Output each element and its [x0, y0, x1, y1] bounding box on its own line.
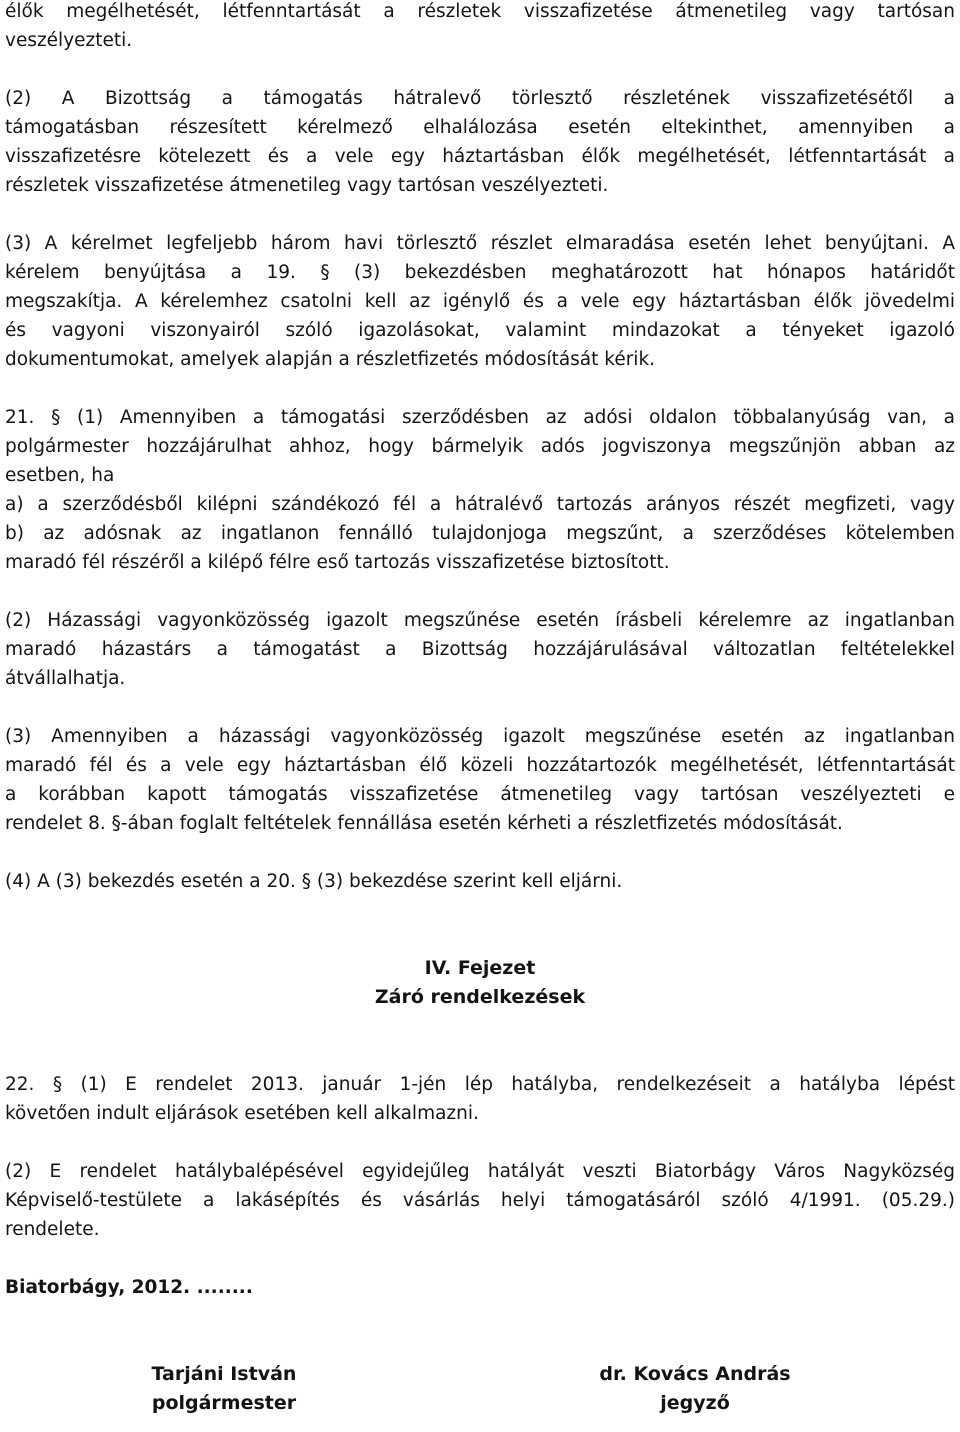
signatory-role: jegyző: [660, 1392, 730, 1414]
text-line: élők megélhetését, létfenntartását a részletek visszafizetése átmenetileg vagy tartósan: [5, 1, 955, 22]
chapter-number: IV. Fejezet: [424, 957, 536, 979]
text-line: 22. § (1) E rendelet 2013. január 1-jén lép hatályba, rendelkezéseit a hatályba lépést: [5, 1074, 955, 1095]
signatory-role: polgármester: [151, 1392, 297, 1414]
text-line: 21. § (1) Amennyiben a támogatási szerződésben az adósi oldalon többalanyúság van, a: [5, 407, 955, 428]
text-line: esetben, ha: [5, 465, 115, 486]
text-line: a korábban kapott támogatás visszafizetése átmenetileg vagy tartósan veszélyezteti e: [5, 784, 955, 805]
text-line: (2) E rendelet hatálybalépésével egyidejűleg hatályát veszti Biatorbágy Város Nagyközség: [5, 1161, 955, 1182]
text-line: megszakítja. A kérelemhez csatolni kell az igénylő és a vele egy háztartásban élők jövedelmi: [5, 291, 955, 312]
text-line: és vagyoni viszonyairól szóló igazolásokat, valamint mindazokat a tényeket igazoló: [5, 320, 955, 341]
text-line: b) az adósnak az ingatlanon fennálló tulajdonjoga megszűnt, a szerződéses kötelemben: [5, 523, 955, 544]
place-date: Biatorbágy, 2012. ........: [5, 1277, 253, 1298]
text-line: veszélyezteti.: [5, 30, 133, 51]
text-line: (3) Amennyiben a házassági vagyonközösség igazolt megszűnése esetén az ingatlanban: [5, 726, 955, 747]
text-line: polgármester hozzájárulhat ahhoz, hogy bármelyik adós jogviszonya megszűnjön abban az: [5, 436, 955, 457]
text-line: kérelem benyújtása a 19. § (3) bekezdésben meghatározott hat hónapos határidőt: [5, 262, 955, 283]
text-line: (2) A Bizottság a támogatás hátralevő törlesztő részletének visszafizetésétől a: [5, 88, 955, 109]
signatory-name: Tarjáni István: [151, 1363, 297, 1385]
text-line: (2) Házassági vagyonközösség igazolt megszűnése esetén írásbeli kérelemre az ingatlanban: [5, 610, 955, 631]
text-line: rendelet 8. §-ában foglalt feltételek fennállása esetén kérheti a részletfizetés módosítását.: [5, 813, 843, 834]
text-line: dokumentumokat, amelyek alapján a részletfizetés módosítását kérik.: [5, 349, 656, 370]
text-line: maradó fél és a vele egy háztartásban élő közeli hozzátartozók megélhetését, létfenntartását: [5, 755, 955, 776]
signatory-name: dr. Kovács András: [599, 1363, 791, 1385]
text-line: részletek visszafizetése átmenetileg vagy tartósan veszélyezteti.: [5, 175, 609, 196]
text-line: Képviselő-testülete a lakásépítés és vásárlás helyi támogatásáról szóló 4/1991. (05.29.): [5, 1190, 955, 1211]
text-line: a) a szerződésből kilépni szándékozó fél a hátralévő tartozás arányos részét megfizeti, vagy: [5, 494, 955, 515]
text-line: követően indult eljárások esetében kell alkalmazni.: [5, 1103, 479, 1124]
text-line: (3) A kérelmet legfeljebb három havi törlesztő részlet elmaradása esetén lehet benyújtani. A: [5, 233, 955, 254]
text-line: rendelete.: [5, 1219, 100, 1240]
text-line: maradó házastárs a támogatást a Bizottság hozzájárulásával változatlan feltételekkel: [5, 639, 955, 660]
text-line: maradó fél részéről a kilépő félre eső tartozás visszafizetése biztosított.: [5, 552, 670, 573]
text-line: (4) A (3) bekezdés esetén a 20. § (3) bekezdése szerint kell eljárni.: [5, 871, 623, 892]
text-line: átvállalhatja.: [5, 668, 126, 689]
chapter-title: Záró rendelkezések: [374, 986, 586, 1008]
text-line: visszafizetésre kötelezett és a vele egy háztartásban élők megélhetését, létfenntartását a: [5, 146, 955, 167]
text-line: támogatásban részesített kérelmező elhalálozása esetén eltekinthet, amennyiben a: [5, 117, 955, 138]
